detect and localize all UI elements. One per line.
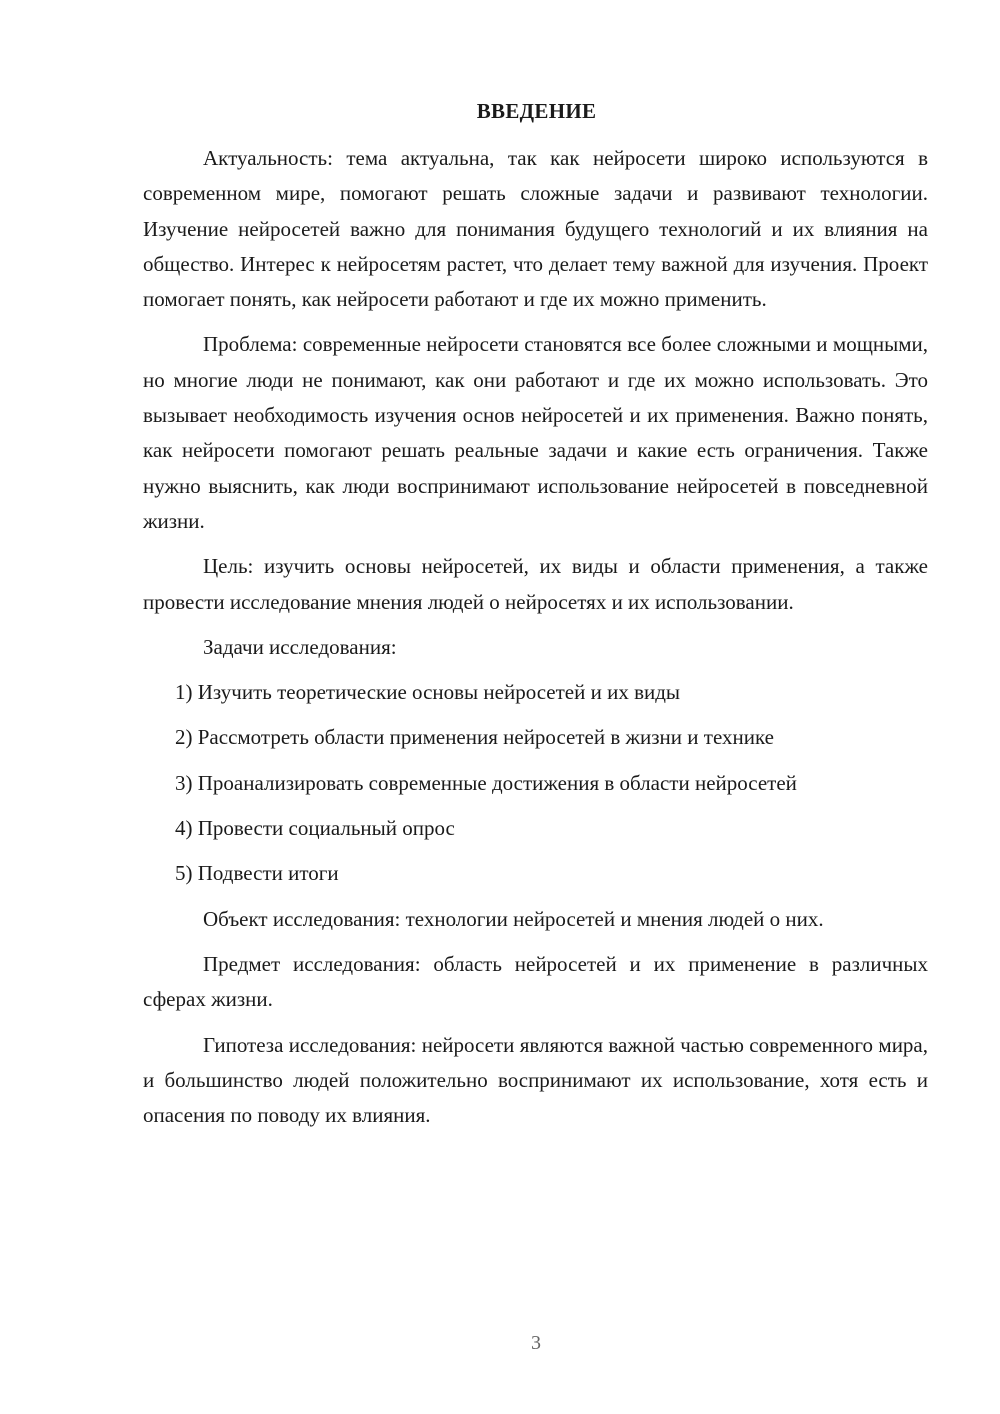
task-item: 3) Проанализировать современные достижения в области нейросетей [175, 770, 797, 795]
goal-paragraph: Цель: изучить основы нейросетей, их виды и области применения, а также провести исследование мнения людей о нейросетях и их использовании. [143, 554, 928, 614]
object-paragraph: Объект исследования: технологии нейросетей и мнения людей о них. [203, 906, 824, 931]
page-number: 3 [531, 1332, 541, 1354]
task-item: 5) Подвести итоги [175, 861, 339, 886]
task-item: 2) Рассмотреть области применения нейросетей в жизни и технике [175, 725, 774, 750]
task-item: 4) Провести социальный опрос [175, 816, 455, 841]
tasks-heading: Задачи исследования: [203, 634, 397, 659]
task-item: 1) Изучить теоретические основы нейросетей и их виды [175, 680, 681, 705]
page-title: ВВЕДЕНИЕ [476, 99, 597, 123]
tasks-list [143, 675, 928, 891]
hypothesis-paragraph: Гипотеза исследования: нейросети являются важной частью современного мира, и большинство людей положительно воспринимают их использование, хотя есть и опасения по поводу их влияния. [143, 1032, 928, 1128]
page-content [143, 93, 928, 1133]
problem-paragraph: Проблема: современные нейросети становятся все более сложными и мощными, но многие люди не понимают, как они работают и где их можно использовать. Это вызывает необходимость изучения основ нейросетей и их применения. Важно понять, как нейросети помогают решать реальные задачи и какие есть ограничения. Также нужно выяснить, как люди воспринимают использование нейросетей в повседневной жизни. [143, 332, 928, 533]
relevance-paragraph: Актуальность: тема актуальна, так как нейросети широко используются в современном мире, помогают решать сложные задачи и развивают технологии. Изучение нейросетей важно для понимания будущего технологий и их влияния на общество. Интерес к нейросетям растет, что делает тему важной для изучения. Проект помогает понять, как нейросети работают и где их можно применить. [143, 146, 928, 312]
subject-paragraph: Предмет исследования: область нейросетей и их применение в различных сферах жизни. [143, 951, 928, 1012]
